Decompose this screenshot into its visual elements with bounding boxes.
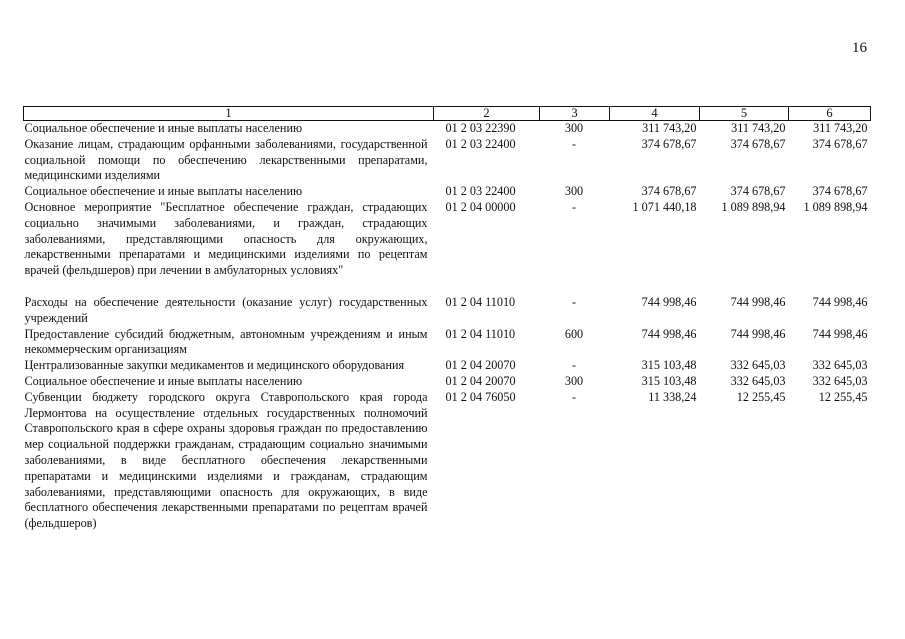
row-value-year2: 744 998,46	[730, 294, 786, 309]
row-value-year1: 744 998,46	[641, 294, 697, 309]
table-row	[24, 295, 871, 327]
row-code: 01 2 04 20070	[445, 373, 516, 388]
row-value-year2: 12 255,45	[736, 389, 786, 404]
row-value-year1: 374 678,67	[641, 136, 697, 151]
row-code: 01 2 03 22400	[445, 184, 516, 199]
row-name: Централизованные закупки медикаментов и медицинского оборудования	[24, 358, 405, 373]
row-value-year1: 374 678,67	[641, 184, 697, 199]
row-expense-type: -	[571, 199, 577, 214]
header-cell-1: 1	[24, 107, 434, 121]
row-name: Расходы на обеспечение деятельности (оказание услуг) государственных учреждений	[24, 294, 428, 325]
row-value-year2: 374 678,67	[730, 184, 786, 199]
row-value-year1: 315 103,48	[641, 358, 697, 373]
row-value-year3: 1 089 898,94	[803, 199, 868, 214]
row-value-year2: 332 645,03	[730, 373, 786, 388]
header-cell-3: 3	[540, 107, 610, 121]
row-expense-type: -	[571, 358, 577, 373]
table-row	[24, 121, 871, 137]
header-cell-6: 6	[789, 107, 871, 121]
row-value-year2: 374 678,67	[730, 136, 786, 151]
row-expense-type: -	[571, 294, 577, 309]
header-cell-2: 2	[434, 107, 540, 121]
row-value-year3: 332 645,03	[812, 373, 868, 388]
row-value-year3: 744 998,46	[812, 294, 868, 309]
row-name: Социальное обеспечение и иные выплаты населению	[24, 121, 303, 135]
row-expense-type: 300	[564, 184, 584, 199]
row-code: 01 2 04 11010	[445, 326, 516, 341]
row-code: 01 2 03 22390	[445, 121, 516, 135]
row-value-year3: 311 743,20	[813, 121, 868, 135]
row-value-year2: 311 743,20	[731, 121, 786, 135]
row-name: Социальное обеспечение и иные выплаты населению	[24, 373, 303, 388]
row-name: Основное мероприятие "Бесплатное обеспечение граждан, страдающих социально значимыми заболеваниями, и граждан, страдающих заболеваниями, представляющими опасность для окружающих, лекарственными препаратами и медицинскими изделиями по рецептам врачей (фельдшеров) при лечении в амбулаторных условиях"	[24, 199, 428, 278]
row-value-year2: 332 645,03	[730, 358, 786, 373]
table-row	[24, 137, 871, 184]
row-value-year3: 374 678,67	[812, 184, 868, 199]
row-code: 01 2 04 76050	[445, 389, 516, 404]
row-name: Оказание лицам, страдающим орфанными заболеваниями, государственной социальной помощи по обеспечению лекарственными препаратами, медицинскими изделиями	[24, 136, 428, 183]
row-name: Предоставление субсидий бюджетным, автономным учреждениям и иным некоммерческим организациям	[24, 326, 428, 357]
row-name: Субвенции бюджету городского округа Ставропольского края города Лермонтова на осуществление отдельных государственных полномочий Ставропольского края в сфере охраны здоровья граждан по предоставлению мер социальной поддержки гражданам, страдающим социально значимыми заболеваниями, в виде бесплатного обеспечения лекарственными препаратами и медицинскими изделиями и гражданам, страдающим заболеваниями, представляющими опасность для окружающих, в виде бесплатного обеспечения лекарственными препаратами по рецептам врачей (фельдшеров)	[24, 389, 428, 531]
row-expense-type: 600	[564, 326, 584, 341]
table-row	[24, 327, 871, 359]
table-row	[24, 184, 871, 200]
row-value-year2: 744 998,46	[730, 326, 786, 341]
row-expense-type: -	[571, 389, 577, 404]
row-value-year1: 11 338,24	[648, 389, 697, 404]
row-value-year1: 744 998,46	[641, 326, 697, 341]
table-row	[24, 374, 871, 390]
row-value-year3: 12 255,45	[818, 389, 868, 404]
budget-table	[23, 106, 871, 532]
row-name: Социальное обеспечение и иные выплаты населению	[24, 184, 303, 199]
row-code: 01 2 04 00000	[445, 199, 516, 214]
page-number: 16	[852, 40, 867, 56]
row-value-year2: 1 089 898,94	[721, 199, 786, 214]
row-code: 01 2 04 20070	[445, 358, 516, 373]
header-cell-5: 5	[700, 107, 789, 121]
table-row	[24, 358, 871, 374]
row-expense-type: 300	[564, 373, 584, 388]
row-value-year3: 332 645,03	[812, 358, 868, 373]
row-expense-type: -	[571, 136, 577, 151]
row-expense-type: 300	[564, 121, 584, 135]
row-code: 01 2 03 22400	[445, 136, 516, 151]
row-value-year1: 1 071 440,18	[632, 199, 697, 214]
table-row	[24, 200, 871, 295]
row-value-year3: 744 998,46	[812, 326, 868, 341]
row-code: 01 2 04 11010	[445, 294, 516, 309]
table-header-row	[24, 107, 871, 121]
row-value-year3: 374 678,67	[812, 136, 868, 151]
row-value-year1: 315 103,48	[641, 373, 697, 388]
table-row	[24, 390, 871, 532]
row-value-year1: 311 743,20	[642, 121, 697, 135]
header-cell-4: 4	[610, 107, 700, 121]
